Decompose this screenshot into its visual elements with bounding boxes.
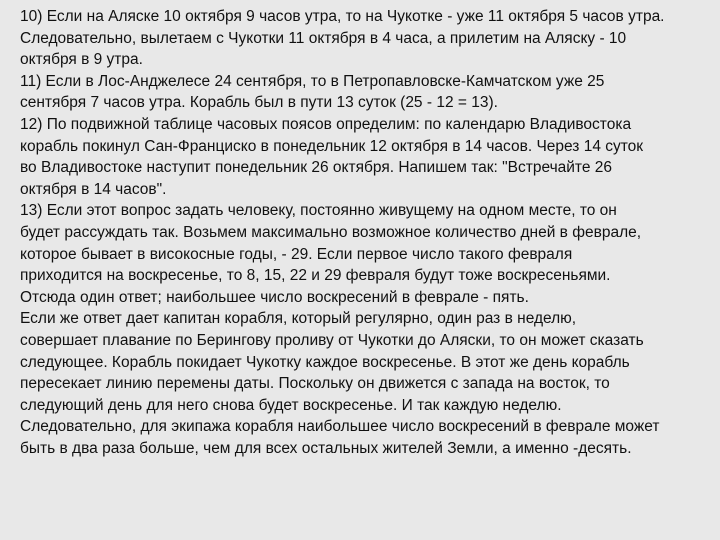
text-line: быть в два раза больше, чем для всех остальных жителей Земли, а именно -десять. — [20, 439, 632, 457]
text-line: следующий день для него снова будет воскресенье. И так каждую неделю. — [20, 396, 562, 414]
text-line: Следовательно, для экипажа корабля наибольшее число воскресений в феврале может — [20, 418, 660, 436]
text-line: пересекает линию перемены даты. Поскольку он движется с запада на восток, то — [20, 375, 610, 393]
text-line: Отсюда один ответ; наибольшее число воскресений в феврале - пять. — [20, 288, 529, 306]
text-line: во Владивостоке наступит понедельник 26 октября. Напишем так: "Встречайте 26 — [20, 159, 613, 177]
text-line: следующее. Корабль покидает Чукотку каждое воскресенье. В этот же день корабль — [20, 353, 630, 371]
text-line: 13) Если этот вопрос задать человеку, постоянно живущему на одном месте, то он — [20, 202, 617, 220]
text-line: октября в 9 утра. — [20, 51, 143, 69]
text-line: которое бывает в високосные годы, - 29. Если первое число такого февраля — [20, 245, 573, 263]
text-line: приходится на воскресенье, то 8, 15, 22 и 29 февраля будут тоже воскресеньями. — [20, 267, 611, 285]
text-line: корабль покинул Сан-Франциско в понедельник 12 октября в 14 часов. Через 14 суток — [20, 137, 644, 155]
text-line: Если же ответ дает капитан корабля, который регулярно, один раз в неделю, — [20, 310, 577, 328]
text-line: сентября 7 часов утра. Корабль был в пути 13 суток (25 - 12 = 13). — [20, 94, 498, 112]
text-line: 12) По подвижной таблице часовых поясов определим: по календарю Владивостока — [20, 115, 632, 133]
text-line: 10) Если на Аляске 10 октября 9 часов утра, то на Чукотке - уже 11 октября 5 часов утра. — [20, 8, 665, 25]
text-line: октября в 14 часов". — [20, 180, 167, 198]
text-line: 11) Если в Лос-Анджелесе 24 сентября, то в Петропавловске-Камчатском уже 25 — [20, 72, 605, 90]
text-line: совершает плавание по Берингову проливу от Чукотки до Аляски, то он может сказать — [20, 331, 644, 349]
text-line: будет рассуждать так. Возьмем максимально возможное количество дней в феврале, — [20, 223, 642, 241]
text-line: Следовательно, вылетаем с Чукотки 11 октября в 4 часа, а прилетим на Аляску - 10 — [20, 29, 627, 47]
